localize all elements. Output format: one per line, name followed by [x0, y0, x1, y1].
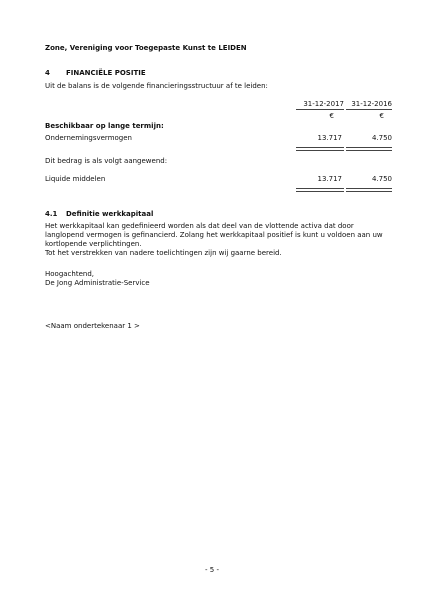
applied-text: Dit bedrag is als volgt aangewend:: [45, 157, 168, 165]
subsection-title: Definitie werkkapitaal: [66, 210, 154, 218]
document-header: Zone, Vereniging voor Toegepaste Kunst te LEIDEN: [45, 44, 247, 52]
column-header-2017: 31-12-2017: [303, 100, 344, 108]
total-double-line: [296, 147, 344, 151]
paragraph-line: Tot het verstrekken van nadere toelichtingen zijn wij gaarne bereid.: [45, 249, 282, 257]
signatory-placeholder: <Naam ondertekenaar 1 >: [45, 322, 140, 330]
row-label: Liquide middelen: [45, 175, 106, 183]
total-double-line: [346, 147, 392, 151]
row-value: 4.750: [371, 175, 392, 183]
currency-symbol: €: [329, 112, 334, 120]
subsection-number: 4.1: [45, 210, 58, 218]
section-intro: Uit de balans is de volgende financieringsstructuur af te leiden:: [45, 82, 268, 90]
column-header-underline: [346, 109, 392, 110]
paragraph-line: kortlopende verplichtingen.: [45, 240, 142, 248]
total-double-line: [296, 188, 344, 192]
row-value: 13.717: [317, 175, 342, 183]
page-number: - 5 -: [205, 566, 219, 574]
section-number: 4: [45, 69, 50, 77]
table-subheading: Beschikbaar op lange termijn:: [45, 122, 164, 130]
row-value: 13.717: [317, 134, 342, 142]
company-name: De Jong Administratie-Service: [45, 279, 150, 287]
paragraph-line: langlopend vermogen is gefinancierd. Zolang het werkkapitaal positief is kunt u voldoen aan uw: [45, 231, 383, 239]
section-title: FINANCIËLE POSITIE: [66, 69, 146, 77]
paragraph-line: Het werkkapitaal kan gedefinieerd worden als dat deel van de vlottende activa dat door: [45, 222, 354, 230]
row-label: Ondernemingsvermogen: [45, 134, 132, 142]
column-header-2016: 31-12-2016: [351, 100, 392, 108]
currency-symbol: €: [379, 112, 384, 120]
column-header-underline: [296, 109, 344, 110]
closing-greeting: Hoogachtend,: [45, 270, 95, 278]
total-double-line: [346, 188, 392, 192]
row-value: 4.750: [371, 134, 392, 142]
